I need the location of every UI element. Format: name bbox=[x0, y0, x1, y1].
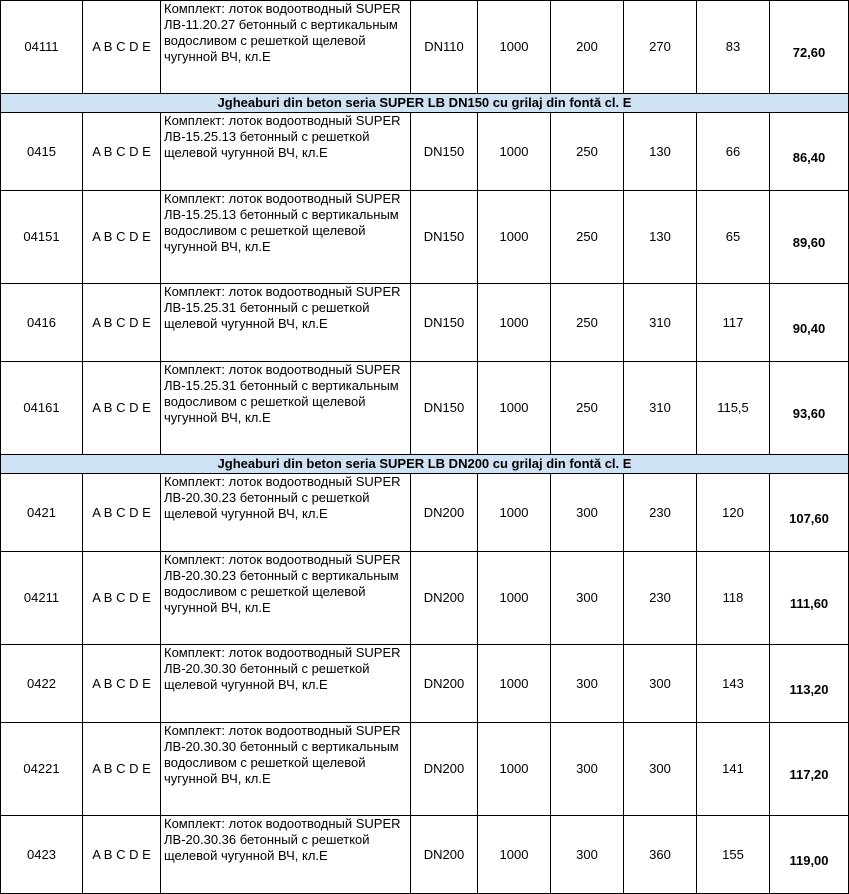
classes-cell bbox=[83, 362, 161, 455]
classes-text: A B C D E bbox=[92, 400, 151, 415]
classes-cell bbox=[83, 191, 161, 284]
code-cell: 04151 bbox=[1, 191, 83, 284]
weight-cell: 118 bbox=[697, 552, 770, 645]
weight-cell: 117 bbox=[697, 284, 770, 362]
classes-cell bbox=[83, 113, 161, 191]
table-row bbox=[1, 362, 849, 455]
length-cell: 1000 bbox=[478, 284, 551, 362]
weight-cell: 115,5 bbox=[697, 362, 770, 455]
height-cell: 310 bbox=[624, 362, 697, 455]
table-row bbox=[1, 723, 849, 816]
price-cell: 113,20 bbox=[770, 645, 849, 723]
height-cell: 130 bbox=[624, 113, 697, 191]
classes-cell bbox=[83, 1, 161, 94]
width-cell: 250 bbox=[551, 284, 624, 362]
height-cell: 360 bbox=[624, 816, 697, 894]
weight-cell: 143 bbox=[697, 645, 770, 723]
height-cell: 130 bbox=[624, 191, 697, 284]
width-cell: 300 bbox=[551, 723, 624, 816]
price-cell: 93,60 bbox=[770, 362, 849, 455]
classes-cell bbox=[83, 816, 161, 894]
table-body bbox=[1, 1, 849, 894]
weight-cell: 120 bbox=[697, 474, 770, 552]
weight-cell: 65 bbox=[697, 191, 770, 284]
height-cell: 310 bbox=[624, 284, 697, 362]
length-cell: 1000 bbox=[478, 474, 551, 552]
table-row bbox=[1, 816, 849, 894]
width-cell: 250 bbox=[551, 362, 624, 455]
width-cell: 300 bbox=[551, 816, 624, 894]
section-header: Jgheaburi din beton seria SUPER LB DN200 cu grilaj din fontă cl. E bbox=[1, 455, 849, 474]
classes-cell bbox=[83, 284, 161, 362]
code-cell: 0422 bbox=[1, 645, 83, 723]
code-cell: 0423 bbox=[1, 816, 83, 894]
description-cell: Комплект: лоток водоотводный SUPER ЛВ-15.25.31 бетонный с решеткой щелевой чугунной ВЧ, кл.Е bbox=[161, 284, 411, 362]
dn-cell: DN150 bbox=[411, 191, 478, 284]
table-row bbox=[1, 113, 849, 191]
code-cell: 04211 bbox=[1, 552, 83, 645]
dn-cell: DN150 bbox=[411, 362, 478, 455]
price-cell: 117,20 bbox=[770, 723, 849, 816]
length-cell: 1000 bbox=[478, 552, 551, 645]
classes-cell bbox=[83, 723, 161, 816]
height-cell: 230 bbox=[624, 474, 697, 552]
width-cell: 300 bbox=[551, 645, 624, 723]
weight-cell: 141 bbox=[697, 723, 770, 816]
code-cell: 0421 bbox=[1, 474, 83, 552]
price-cell: 107,60 bbox=[770, 474, 849, 552]
dn-cell: DN150 bbox=[411, 113, 478, 191]
dn-cell: DN200 bbox=[411, 723, 478, 816]
dn-cell: DN150 bbox=[411, 284, 478, 362]
description-cell: Комплект: лоток водоотводный SUPER ЛВ-15.25.13 бетонный с вертикальным водосливом с решеткой щелевой чугунной ВЧ, кл.Е bbox=[161, 191, 411, 284]
width-cell: 250 bbox=[551, 113, 624, 191]
table-row bbox=[1, 645, 849, 723]
classes-text: A B C D E bbox=[92, 675, 151, 691]
dn-cell: DN200 bbox=[411, 816, 478, 894]
height-cell: 270 bbox=[624, 1, 697, 94]
classes-cell bbox=[83, 474, 161, 552]
section-header-row bbox=[1, 94, 849, 113]
classes-text: A B C D E bbox=[92, 846, 151, 862]
code-cell: 04111 bbox=[1, 1, 83, 94]
length-cell: 1000 bbox=[478, 723, 551, 816]
price-cell: 119,00 bbox=[770, 816, 849, 894]
section-header-row bbox=[1, 455, 849, 474]
dn-cell: DN200 bbox=[411, 474, 478, 552]
width-cell: 300 bbox=[551, 474, 624, 552]
length-cell: 1000 bbox=[478, 191, 551, 284]
weight-cell: 66 bbox=[697, 113, 770, 191]
classes-text: A B C D E bbox=[92, 39, 151, 54]
classes-text: A B C D E bbox=[92, 314, 151, 330]
code-cell: 04221 bbox=[1, 723, 83, 816]
length-cell: 1000 bbox=[478, 816, 551, 894]
dn-cell: DN200 bbox=[411, 552, 478, 645]
price-cell: 90,40 bbox=[770, 284, 849, 362]
description-cell: Комплект: лоток водоотводный SUPER ЛВ-20.30.36 бетонный с решеткой щелевой чугунной ВЧ, кл.Е bbox=[161, 816, 411, 894]
length-cell: 1000 bbox=[478, 362, 551, 455]
description-cell: Комплект: лоток водоотводный SUPER ЛВ-15.25.31 бетонный с вертикальным водосливом с решеткой щелевой чугунной ВЧ, кл.Е bbox=[161, 362, 411, 455]
table-row bbox=[1, 552, 849, 645]
weight-cell: 83 bbox=[697, 1, 770, 94]
classes-text: A B C D E bbox=[92, 504, 151, 520]
weight-cell: 155 bbox=[697, 816, 770, 894]
classes-text: A B C D E bbox=[92, 590, 151, 605]
code-cell: 04161 bbox=[1, 362, 83, 455]
classes-text: A B C D E bbox=[92, 761, 151, 776]
table-row bbox=[1, 284, 849, 362]
section-header: Jgheaburi din beton seria SUPER LB DN150 cu grilaj din fontă cl. E bbox=[1, 94, 849, 113]
price-cell: 111,60 bbox=[770, 552, 849, 645]
description-cell: Комплект: лоток водоотводный SUPER ЛВ-20.30.30 бетонный с решеткой щелевой чугунной ВЧ, кл.Е bbox=[161, 645, 411, 723]
height-cell: 300 bbox=[624, 645, 697, 723]
length-cell: 1000 bbox=[478, 113, 551, 191]
length-cell: 1000 bbox=[478, 645, 551, 723]
classes-text: A B C D E bbox=[92, 143, 151, 159]
height-cell: 300 bbox=[624, 723, 697, 816]
price-cell: 86,40 bbox=[770, 113, 849, 191]
description-cell: Комплект: лоток водоотводный SUPER ЛВ-20.30.30 бетонный с вертикальным водосливом с решеткой щелевой чугунной ВЧ, кл.Е bbox=[161, 723, 411, 816]
price-cell: 89,60 bbox=[770, 191, 849, 284]
table-row bbox=[1, 474, 849, 552]
height-cell: 230 bbox=[624, 552, 697, 645]
price-cell: 72,60 bbox=[770, 1, 849, 94]
description-cell: Комплект: лоток водоотводный SUPER ЛВ-20.30.23 бетонный с вертикальным водосливом с решеткой щелевой чугунной ВЧ, кл.Е bbox=[161, 552, 411, 645]
dn-cell: DN200 bbox=[411, 645, 478, 723]
dn-cell: DN110 bbox=[411, 1, 478, 94]
description-cell: Комплект: лоток водоотводный SUPER ЛВ-20.30.23 бетонный с решеткой щелевой чугунной ВЧ, кл.Е bbox=[161, 474, 411, 552]
classes-cell bbox=[83, 552, 161, 645]
width-cell: 300 bbox=[551, 552, 624, 645]
description-cell: Комплект: лоток водоотводный SUPER ЛВ-11.20.27 бетонный с вертикальным водосливом с решеткой щелевой чугунной ВЧ, кл.Е bbox=[161, 1, 411, 94]
classes-cell bbox=[83, 645, 161, 723]
length-cell: 1000 bbox=[478, 1, 551, 94]
width-cell: 250 bbox=[551, 191, 624, 284]
description-cell: Комплект: лоток водоотводный SUPER ЛВ-15.25.13 бетонный с решеткой щелевой чугунной ВЧ, кл.Е bbox=[161, 113, 411, 191]
code-cell: 0415 bbox=[1, 113, 83, 191]
code-cell: 0416 bbox=[1, 284, 83, 362]
classes-text: A B C D E bbox=[92, 229, 151, 244]
width-cell: 200 bbox=[551, 1, 624, 94]
table-row bbox=[1, 191, 849, 284]
table-row bbox=[1, 1, 849, 94]
